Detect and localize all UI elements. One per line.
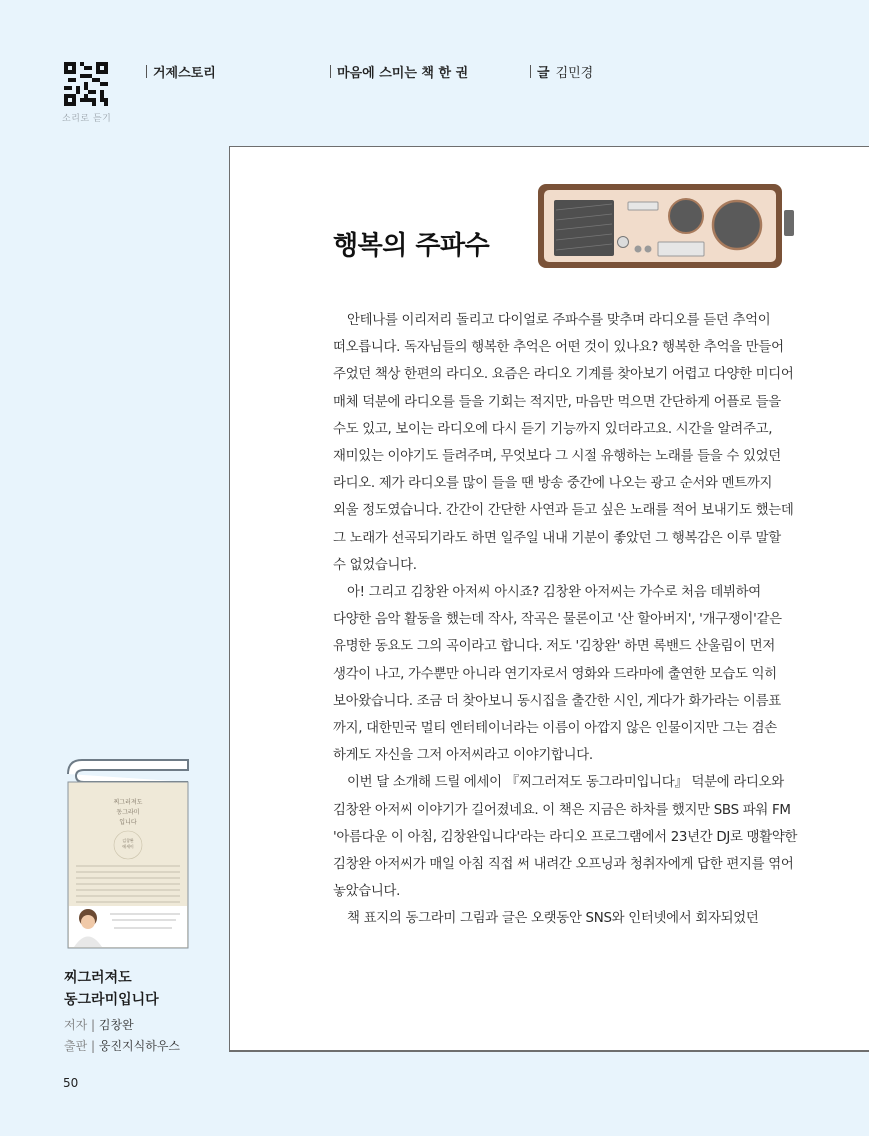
- svg-text:동그라미: 동그라미: [116, 809, 140, 816]
- column-label: [330, 62, 468, 81]
- svg-text:김창완: 김창완: [122, 838, 134, 843]
- book-cover-image: [62, 756, 192, 951]
- qr-code-icon[interactable]: [64, 62, 108, 106]
- divider: [530, 65, 531, 78]
- byline-name: 김민경: [555, 66, 594, 81]
- book-publisher: 출판 | 웅진지식하우스: [64, 1039, 181, 1053]
- paragraph-4: 책 표지의 동그라미 그림과 글은 오랫동안 SNS와 인터넷에서 회자되었던: [347, 911, 759, 927]
- svg-text:에세이: 에세이: [122, 844, 134, 849]
- byline-label: 글: [537, 66, 550, 81]
- byline: [530, 62, 593, 81]
- article-title: 행복의 주파수: [333, 231, 490, 261]
- paragraph-3: 이번 달 소개해 드릴 에세이 『찌그러져도 동그라미입니다』 덕분에 라디오와 김창완 아저씨 이야기가 길어졌네요. 이 책은 지금은 하차를 했지만 SBS 파워 FM '아름다운 이 아침, 김창완입니다'라는 라디오 프로그램에서 23년간 DJ로 맹활약한 김창완 아저씨가 매일 아침 직접 써 내려간 오프닝과 청취자에게 답한 편지를 엮어 놓았습니다.: [333, 775, 798, 900]
- book-title: 찌그러져도 동그라미입니다: [64, 970, 159, 1008]
- svg-text:입니다: 입니다: [119, 819, 137, 826]
- paragraph-2: 아! 그리고 김창완 아저씨 아시죠? 김창완 아저씨는 가수로 처음 데뷔하여 다양한 음악 활동을 했는데 작사, 작곡은 물론이고 '산 할아버지', '개구쟁이'같은 유명한 동요도 그의 곡이라고 합니다. 저도 '김창완' 하면 록밴드 산울림이 먼저 생각이 나고, 가수뿐만 아니라 연기자로서 영화와 드라마에 출연한 모습도 익히 보아왔습니다. 조금 더 찾아보니 동시집을 출간한 시인, 게다가 화가라는 이름표 까지, 대한민국 멀티 엔터테이너라는 이름이 아깝지 않은 인물이지만 그는 겸손 하게도 자신을 그저 아저씨라고 이야기합니다.: [333, 585, 782, 764]
- qr-label: 소리로 듣기: [62, 114, 112, 124]
- section-label: [146, 62, 216, 81]
- book-author: 저자 | 김창완: [64, 1018, 134, 1032]
- radio-illustration-icon: [534, 180, 796, 272]
- article-body: [333, 307, 798, 933]
- page-number: 50: [63, 1076, 79, 1090]
- divider: [146, 65, 147, 78]
- column-name: 마음에 스미는 책 한 권: [337, 66, 469, 81]
- svg-text:찌그러져도: 찌그러져도: [113, 799, 143, 806]
- paragraph-1: 안테나를 이리저리 돌리고 다이얼로 주파수를 맞추며 라디오를 듣던 추억이 떠오릅니다. 독자님들의 행복한 추억은 어떤 것이 있나요? 행복한 추억을 만들어 주었던 책상 한편의 라디오. 요즘은 라디오 기계를 찾아보기 어렵고 다양한 미디어 매체 덕분에 라디오를 들을 기회는 적지만, 마음만 먹으면 간단하게 어플로 들을 수도 있고, 보이는 라디오에 다시 듣기 기능까지 있더라고요. 시간을 알려주고, 재미있는 이야기도 들려주며, 무엇보다 그 시절 유행하는 노래를 들을 수 있었던 라디오. 제가 라디오를 많이 들을 땐 방송 중간에 나오는 광고 순서와 멘트까지 외울 정도였습니다. 간간이 간단한 사연과 듣고 싶은 노래를 적어 보내기도 했는데 그 노래가 선곡되기라도 하면 일주일 내내 기분이 좋았던 그 행복감은 이루 말할 수 없었습니다.: [333, 313, 794, 573]
- divider: [330, 65, 331, 78]
- section-name: 거제스토리: [153, 66, 216, 81]
